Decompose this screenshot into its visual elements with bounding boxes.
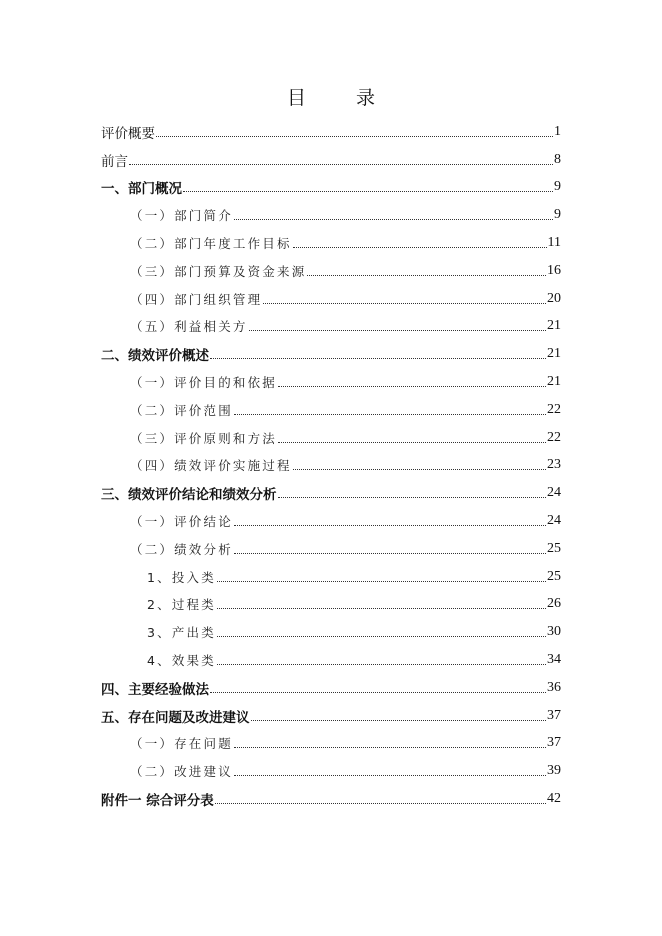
toc-entry-label: （五）利益相关方 xyxy=(130,319,248,335)
toc-entry-label: 一、部门概况 xyxy=(101,181,182,198)
toc-entry-page: 16 xyxy=(547,262,561,278)
toc-entry[interactable] xyxy=(101,424,561,452)
toc-entry-page: 21 xyxy=(547,374,561,390)
dot-leader xyxy=(234,524,546,526)
toc-entry-label: （二）部门年度工作目标 xyxy=(130,236,292,252)
toc-entry-page: 24 xyxy=(547,513,561,529)
toc-entry[interactable] xyxy=(101,229,561,257)
dot-leader xyxy=(278,496,547,498)
toc-entry-label: 二、绩效评价概述 xyxy=(101,348,209,365)
toc-entry-page: 8 xyxy=(554,151,561,167)
toc-entry[interactable] xyxy=(101,340,561,368)
dot-leader xyxy=(129,163,553,165)
toc-entry[interactable] xyxy=(101,285,561,313)
toc-entry[interactable] xyxy=(101,646,561,674)
toc-entry-page: 1 xyxy=(554,123,561,139)
toc-entry[interactable] xyxy=(101,118,561,146)
dot-leader xyxy=(217,663,546,665)
dot-leader xyxy=(234,774,546,776)
toc-entry[interactable] xyxy=(101,313,561,341)
toc-entry[interactable] xyxy=(101,785,561,813)
dot-leader xyxy=(251,719,547,721)
toc-entry[interactable] xyxy=(101,730,561,758)
dot-leader xyxy=(278,441,546,443)
toc-entry-page: 39 xyxy=(547,763,561,779)
toc-entry-label: （三）评价原则和方法 xyxy=(130,430,278,446)
toc-entry-label: 评价概要 xyxy=(101,125,155,142)
toc-entry-label: 附件一 综合评分表 xyxy=(101,793,214,810)
toc-entry[interactable] xyxy=(101,146,561,174)
toc-entry[interactable] xyxy=(101,368,561,396)
toc-entry-label: （一）评价目的和依据 xyxy=(130,375,278,391)
toc-entry-page: 23 xyxy=(547,457,561,473)
dot-leader xyxy=(215,802,546,804)
dot-leader xyxy=(210,691,546,693)
dot-leader xyxy=(217,580,546,582)
toc-entry-page: 11 xyxy=(547,235,561,251)
toc-entry-page: 30 xyxy=(547,624,561,640)
toc-entry-label: （二）评价范围 xyxy=(130,402,233,418)
dot-leader xyxy=(183,190,553,192)
toc-entry-page: 25 xyxy=(547,568,561,584)
dot-leader xyxy=(307,274,546,276)
dot-leader xyxy=(217,607,546,609)
dot-leader xyxy=(234,413,546,415)
toc-entry[interactable] xyxy=(101,452,561,480)
toc-entry[interactable] xyxy=(101,507,561,535)
toc-entry-page: 21 xyxy=(547,318,561,334)
toc-entry-page: 24 xyxy=(547,485,561,501)
dot-leader xyxy=(156,135,553,137)
dot-leader xyxy=(293,468,546,470)
toc-entry-label: 三、绩效评价结论和绩效分析 xyxy=(101,487,277,504)
toc-entry[interactable] xyxy=(101,479,561,507)
toc-entry-page: 37 xyxy=(547,735,561,751)
dot-leader xyxy=(278,385,546,387)
toc-entry[interactable] xyxy=(101,591,561,619)
toc-title: 目 录 xyxy=(286,87,398,109)
table-of-contents xyxy=(101,118,561,813)
toc-entry-label: 1、投入类 xyxy=(147,569,216,585)
toc-entry-label: （一）存在问题 xyxy=(130,736,233,752)
toc-entry-page: 25 xyxy=(547,540,561,556)
dot-leader xyxy=(210,357,546,359)
toc-entry-page: 21 xyxy=(547,346,561,362)
toc-entry-label: 前言 xyxy=(101,153,128,170)
toc-entry-page: 22 xyxy=(547,401,561,417)
toc-entry-label: （二）绩效分析 xyxy=(130,541,233,557)
toc-entry-page: 34 xyxy=(547,652,561,668)
toc-entry-label: （一）部门简介 xyxy=(130,208,233,224)
toc-entry-page: 9 xyxy=(554,207,561,223)
toc-entry[interactable] xyxy=(101,757,561,785)
dot-leader xyxy=(263,302,546,304)
dot-leader xyxy=(249,329,546,331)
toc-entry[interactable] xyxy=(101,201,561,229)
dot-leader xyxy=(293,246,547,248)
toc-entry-page: 22 xyxy=(547,429,561,445)
dot-leader xyxy=(234,552,546,554)
toc-entry-label: 五、存在问题及改进建议 xyxy=(101,709,250,726)
toc-entry[interactable] xyxy=(101,174,561,202)
toc-entry[interactable] xyxy=(101,563,561,591)
toc-entry-label: （四）绩效评价实施过程 xyxy=(130,458,292,474)
toc-entry[interactable] xyxy=(101,396,561,424)
toc-entry[interactable] xyxy=(101,535,561,563)
toc-entry-label: 四、主要经验做法 xyxy=(101,681,209,698)
toc-entry-label: 2、过程类 xyxy=(147,597,216,613)
toc-entry-label: （一）评价结论 xyxy=(130,514,233,530)
dot-leader xyxy=(234,218,553,220)
toc-entry-label: （二）改进建议 xyxy=(130,764,233,780)
toc-entry[interactable] xyxy=(101,257,561,285)
toc-entry-label: 4、效果类 xyxy=(147,653,216,669)
toc-entry-label: （三）部门预算及资金来源 xyxy=(130,263,307,279)
toc-entry[interactable] xyxy=(101,618,561,646)
toc-entry-page: 42 xyxy=(547,791,561,807)
toc-entry-label: （四）部门组织管理 xyxy=(130,291,263,307)
toc-entry-label: 3、产出类 xyxy=(147,625,216,641)
toc-entry-page: 26 xyxy=(547,596,561,612)
toc-entry[interactable] xyxy=(101,674,561,702)
toc-entry[interactable] xyxy=(101,702,561,730)
dot-leader xyxy=(217,635,546,637)
toc-entry-page: 20 xyxy=(547,290,561,306)
toc-entry-page: 9 xyxy=(554,179,561,195)
dot-leader xyxy=(234,746,546,748)
toc-entry-page: 37 xyxy=(547,707,561,723)
toc-entry-page: 36 xyxy=(547,679,561,695)
